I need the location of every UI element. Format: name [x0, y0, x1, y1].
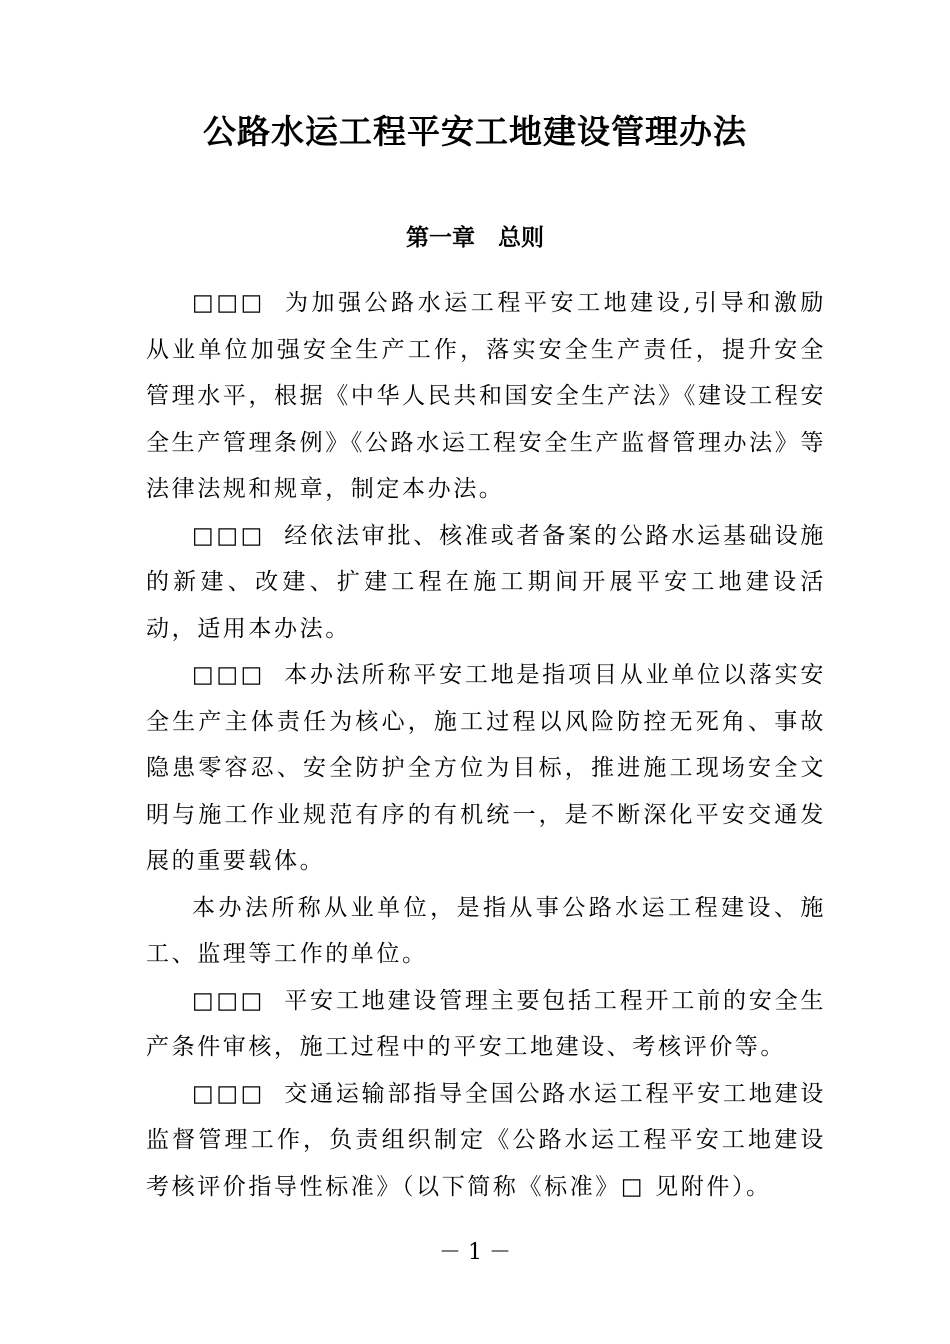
paragraph [146, 978, 826, 1071]
article-number: □□□ [192, 290, 265, 316]
page-number: － 1 － [439, 1240, 511, 1265]
paragraph-text: 平安工地建设管理主要包括工程开工前的安全生产条件审核，施工过程中的平安工地建设、考核评价等。 [146, 987, 826, 1060]
article-number: □□□ [192, 522, 265, 549]
paragraph [146, 1071, 826, 1211]
paragraph [146, 513, 826, 653]
paragraph-text: 经依法审批、核准或者备案的公路水运基础设施的新建、改建、扩建工程在施工期间开展平安工地建设活动，适用本办法。 [146, 522, 826, 642]
paragraph-text: 交通运输部指导全国公路水运工程平安工地建设监督管理工作，负责组织制定《公路水运工程平安工地建设考核评价指导性标准》（以下简称《标准》□ 见附件）。 [146, 1080, 826, 1200]
paragraph-text: 本办法所称从业单位，是指从事公路水运工程建设、施工、监理等工作的单位。 [146, 894, 826, 967]
paragraph [146, 885, 826, 978]
article-number: □□□ [192, 662, 265, 688]
article-number: □□□ [192, 1080, 265, 1107]
paragraph-text: 本办法所称平安工地是指项目从业单位以落实安全生产主体责任为核心，施工过程以风险防控无死角、事故隐患零容忍、安全防护全方位为目标，推进施工现场安全文明与施工作业规范有序的有机统一，是不断深化平安交通发展的重要载体。 [146, 662, 826, 874]
document-title: 公路水运工程平安工地建设管理办法 [203, 112, 747, 151]
paragraph [146, 652, 826, 885]
chapter-title: 第一章 总则 [406, 225, 544, 251]
body-text [146, 280, 826, 1210]
paragraph-text: 为加强公路水运工程平安工地建设,引导和激励从业单位加强安全生产工作，落实安全生产责任，提升安全管理水平，根据《中华人民共和国安全生产法》《建设工程安全生产管理条例》《公路水运工程安全生产监督管理办法》等法律法规和规章，制定本办法。 [146, 290, 826, 502]
article-number: □□□ [192, 987, 265, 1014]
paragraph [146, 280, 826, 513]
